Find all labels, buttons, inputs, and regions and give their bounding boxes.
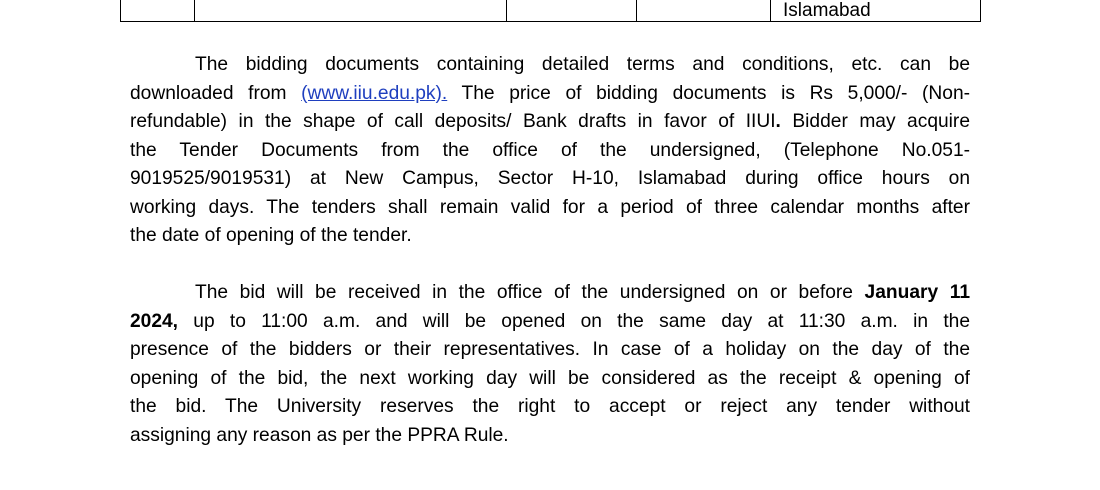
table-border-left	[120, 0, 121, 22]
paragraph-line: 9019525/9019531) at New Campus, Sector H-10, Islamabad during office hours on	[130, 168, 970, 189]
paragraph-line: assigning any reason as per the PPRA Rule.	[130, 424, 509, 446]
paragraph-line: the bid. The University reserves the right to accept or reject any tender without	[130, 396, 970, 417]
paragraph-line: the Tender Documents from the office of the undersigned, (Telephone No.051-	[130, 139, 970, 161]
table-column-divider	[506, 0, 507, 22]
website-link[interactable]: (www.iiu.edu.pk).	[301, 82, 448, 104]
paragraph-line: The bid will be received in the office of the undersigned on or before January 11	[195, 282, 970, 303]
table-column-divider	[194, 0, 195, 22]
bidding-documents-paragraph	[130, 51, 970, 251]
table-cell-location: Islamabad	[783, 0, 871, 21]
paragraph-line: downloaded from (www.iiu.edu.pk). The price of bidding documents is Rs 5,000/- (Non-	[130, 82, 971, 104]
table-column-divider	[770, 0, 771, 22]
paragraph-line: refundable) in the shape of call deposits/ Bank drafts in favor of IIUI. Bidder may acquire	[130, 111, 970, 132]
bid-submission-paragraph	[130, 279, 970, 450]
paragraph-line: presence of the bidders or their representatives. In case of a holiday on the day of the	[130, 339, 970, 360]
tender-table-fragment	[120, 0, 981, 22]
paragraph-line: the date of opening of the tender.	[130, 225, 412, 246]
paragraph-line: 2024, up to 11:00 a.m. and will be opened on the same day at 11:30 a.m. in the	[130, 310, 970, 332]
deadline-year: 2024,	[130, 310, 179, 332]
paragraph-line: The bidding documents containing detailed terms and conditions, etc. can be	[195, 54, 970, 75]
paragraph-line: working days. The tenders shall remain valid for a period of three calendar months after	[130, 196, 970, 218]
table-column-divider	[636, 0, 637, 22]
table-border-right	[980, 0, 981, 22]
paragraph-line: opening of the bid, the next working day will be considered as the receipt & opening of	[130, 367, 970, 389]
deadline-date: January 11	[864, 282, 970, 303]
